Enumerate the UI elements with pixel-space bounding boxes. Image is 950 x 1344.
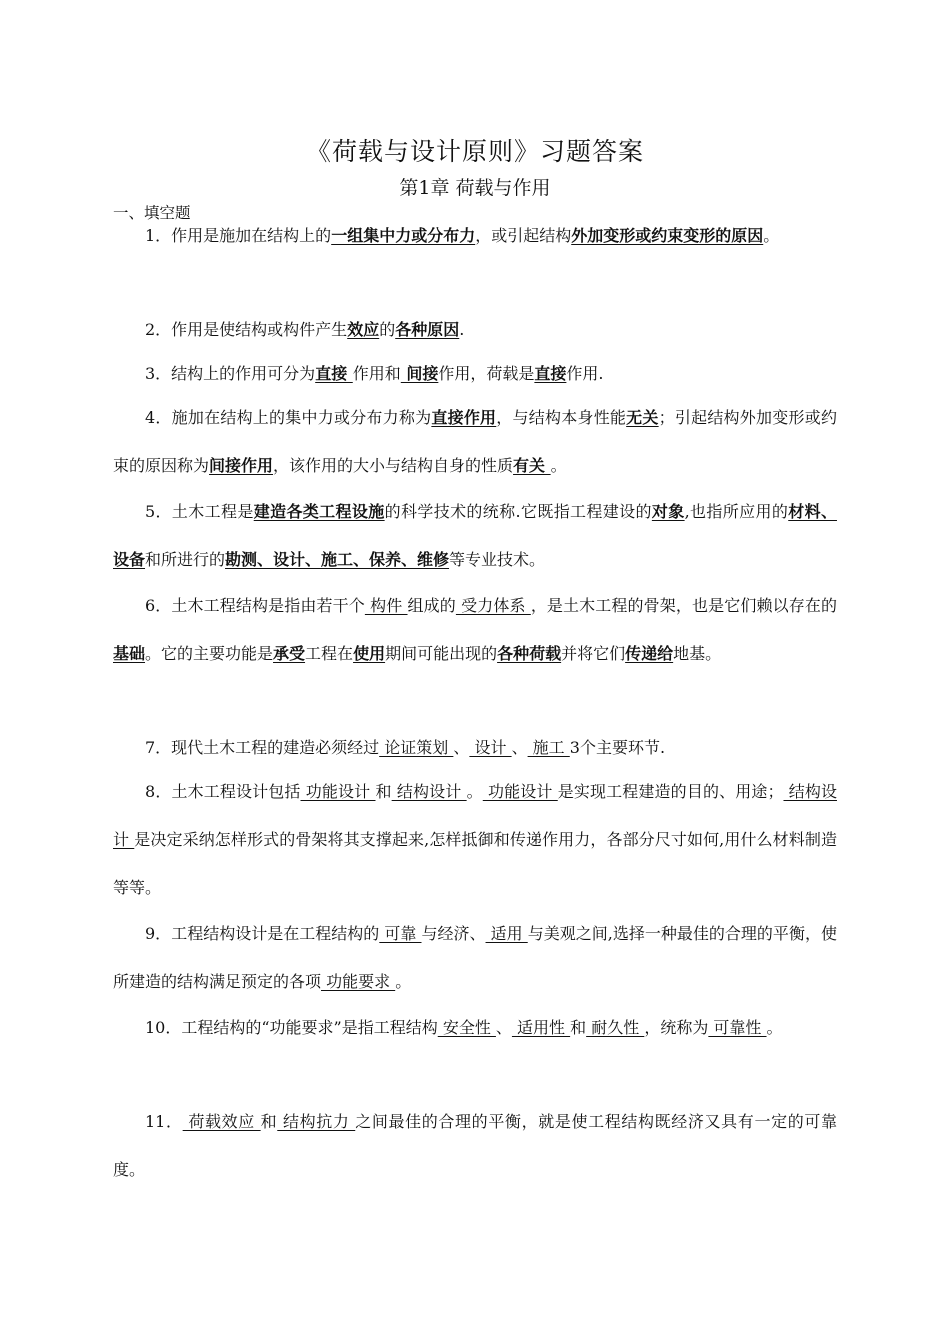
answer-bold: 材料、设备 (113, 502, 837, 569)
question-text: 1．作用是施加在结构上的 (145, 226, 332, 245)
chapter-heading: 第1章 荷载与作用 (399, 177, 551, 199)
question-text: 和 (375, 782, 392, 801)
question-text: 是实现工程建造的目的、用途； (557, 782, 784, 801)
question-text: 、 (453, 738, 470, 757)
answer-blank: 功能设计 (482, 782, 558, 801)
answer-bold: 无关 (626, 408, 659, 427)
answer-bold: 建造各类工程设施 (253, 502, 385, 521)
question-paragraph (113, 1004, 837, 1052)
question-text: . (459, 320, 465, 339)
question-text: 地基。 (673, 644, 722, 663)
question-text: 。 (550, 456, 567, 475)
question-text: 3个主要环节. (569, 738, 666, 757)
question-paragraph (113, 394, 837, 490)
question-paragraph (113, 306, 837, 354)
answer-blank: 可靠 (379, 924, 422, 943)
answer-bold: 勘测、设计、施工、保养、维修 (225, 550, 450, 569)
question-text: 2．作用是使结构或构件产生 (145, 320, 348, 339)
question-text: 并将它们 (561, 644, 626, 663)
answer-bold: 各种荷载 (497, 644, 562, 663)
answer-blank: 论证策划 (379, 738, 454, 757)
question-text: 、 (495, 1018, 512, 1037)
question-text: ；引起结构外加变形或约束的原因称为 (113, 408, 837, 475)
answer-blank: 结构设计 (113, 782, 837, 849)
answer-bold: 效应 (347, 320, 380, 339)
answer-bold: 直接作用 (431, 408, 497, 427)
question-text: 10．工程结构的“功能要求”是指工程结构 (145, 1018, 438, 1037)
question-text: 与经济、 (421, 924, 486, 943)
question-paragraph (113, 488, 837, 584)
question-text: 工程在 (305, 644, 354, 663)
answer-bold: 各种原因 (395, 320, 460, 339)
question-paragraph (113, 350, 837, 398)
answer-blank: 功能设计 (300, 782, 376, 801)
question-text: 的科学技术的统称.它既指工程建设的 (384, 502, 652, 521)
question-text: 11． (145, 1112, 183, 1131)
question-text: 。 (763, 226, 780, 245)
question-text: ，或引起结构 (475, 226, 572, 245)
answer-blank: 可靠性 (708, 1018, 767, 1037)
question-paragraph (113, 212, 837, 260)
question-paragraph (113, 724, 837, 772)
answer-bold: 外加变形或约束变形的原因 (571, 226, 764, 245)
question-text: ,也指所应用的 (684, 502, 789, 521)
answer-blank: 结构抗力 (277, 1112, 356, 1131)
answer-blank: 施工 (527, 738, 570, 757)
question-text: 。 (466, 782, 483, 801)
answer-bold: 直接 (315, 364, 353, 383)
answer-bold: 使用 (353, 644, 386, 663)
question-text: 4．施加在结构上的集中力或分布力称为 (145, 408, 432, 427)
answer-blank: 安全性 (437, 1018, 496, 1037)
question-text: 和 (570, 1018, 587, 1037)
question-text: ，是土木工程的骨架，也是它们赖以存在的 (530, 596, 837, 615)
question-text: 5．土木工程是 (145, 502, 254, 521)
question-text: 作用，荷载是 (438, 364, 535, 383)
answer-blank: 设计 (469, 738, 512, 757)
answer-bold: 有关 (513, 456, 551, 475)
answer-bold: 直接 (534, 364, 567, 383)
answer-bold: 承受 (273, 644, 306, 663)
question-text: 等专业技术。 (449, 550, 546, 569)
section-heading: 一、填空题 (113, 204, 191, 222)
question-text: 、 (511, 738, 528, 757)
question-paragraph (113, 1098, 837, 1194)
document-title: 《荷载与设计原则》习题答案 (305, 137, 644, 166)
answer-bold: 间接 (400, 364, 439, 383)
answer-blank: 功能要求 (321, 972, 396, 991)
question-text: 。它的主要功能是 (145, 644, 274, 663)
question-paragraph (113, 582, 837, 678)
question-text: ，统称为 (644, 1018, 709, 1037)
answer-blank: 适用性 (511, 1018, 571, 1037)
question-text: 6．土木工程结构是指由若干个 (145, 596, 365, 615)
question-text: 和所进行的 (145, 550, 226, 569)
question-text: 与美观之间,选择一种最佳的合理的平衡，使所建造的结构满足预定的各项 (113, 924, 837, 991)
answer-bold: 间接作用 (209, 456, 274, 475)
answer-bold: 对象 (651, 502, 685, 521)
answer-bold: 基础 (113, 644, 146, 663)
answer-blank: 耐久性 (586, 1018, 645, 1037)
question-text: ，该作用的大小与结构自身的性质 (273, 456, 514, 475)
question-text: 和 (260, 1112, 278, 1131)
question-text: 8．土木工程设计包括 (145, 782, 301, 801)
question-text: 3．结构上的作用可分为 (145, 364, 316, 383)
question-text: 作用. (566, 364, 604, 383)
question-text: 作用和 (352, 364, 401, 383)
question-text: 组成的 (407, 596, 456, 615)
question-text: 之间最佳的合理的平衡，就是使工程结构既经济又具有一定的可靠度。 (113, 1112, 837, 1179)
answer-blank: 荷载效应 (182, 1112, 261, 1131)
question-text: ，与结构本身性能 (496, 408, 627, 427)
answer-bold: 传递给 (625, 644, 674, 663)
question-text: 期间可能出现的 (385, 644, 498, 663)
answer-bold: 一组集中力或分布力 (331, 226, 476, 245)
question-text: 。 (766, 1018, 783, 1037)
question-text: 是决定采纳怎样形式的骨架将其支撑起来,怎样抵御和传递作用力，各部分尺寸如何,用什么材料制造等等。 (113, 830, 837, 897)
answer-blank: 结构设计 (391, 782, 467, 801)
question-paragraph (113, 768, 837, 912)
question-text: 9．工程结构设计是在工程结构的 (145, 924, 380, 943)
question-paragraph (113, 910, 837, 1006)
answer-blank: 适用 (485, 924, 528, 943)
question-text: 的 (379, 320, 396, 339)
answer-blank: 受力体系 (455, 596, 531, 615)
question-text: 7．现代土木工程的建造必须经过 (145, 738, 380, 757)
question-text: 。 (395, 972, 412, 991)
answer-blank: 构件 (364, 596, 408, 615)
